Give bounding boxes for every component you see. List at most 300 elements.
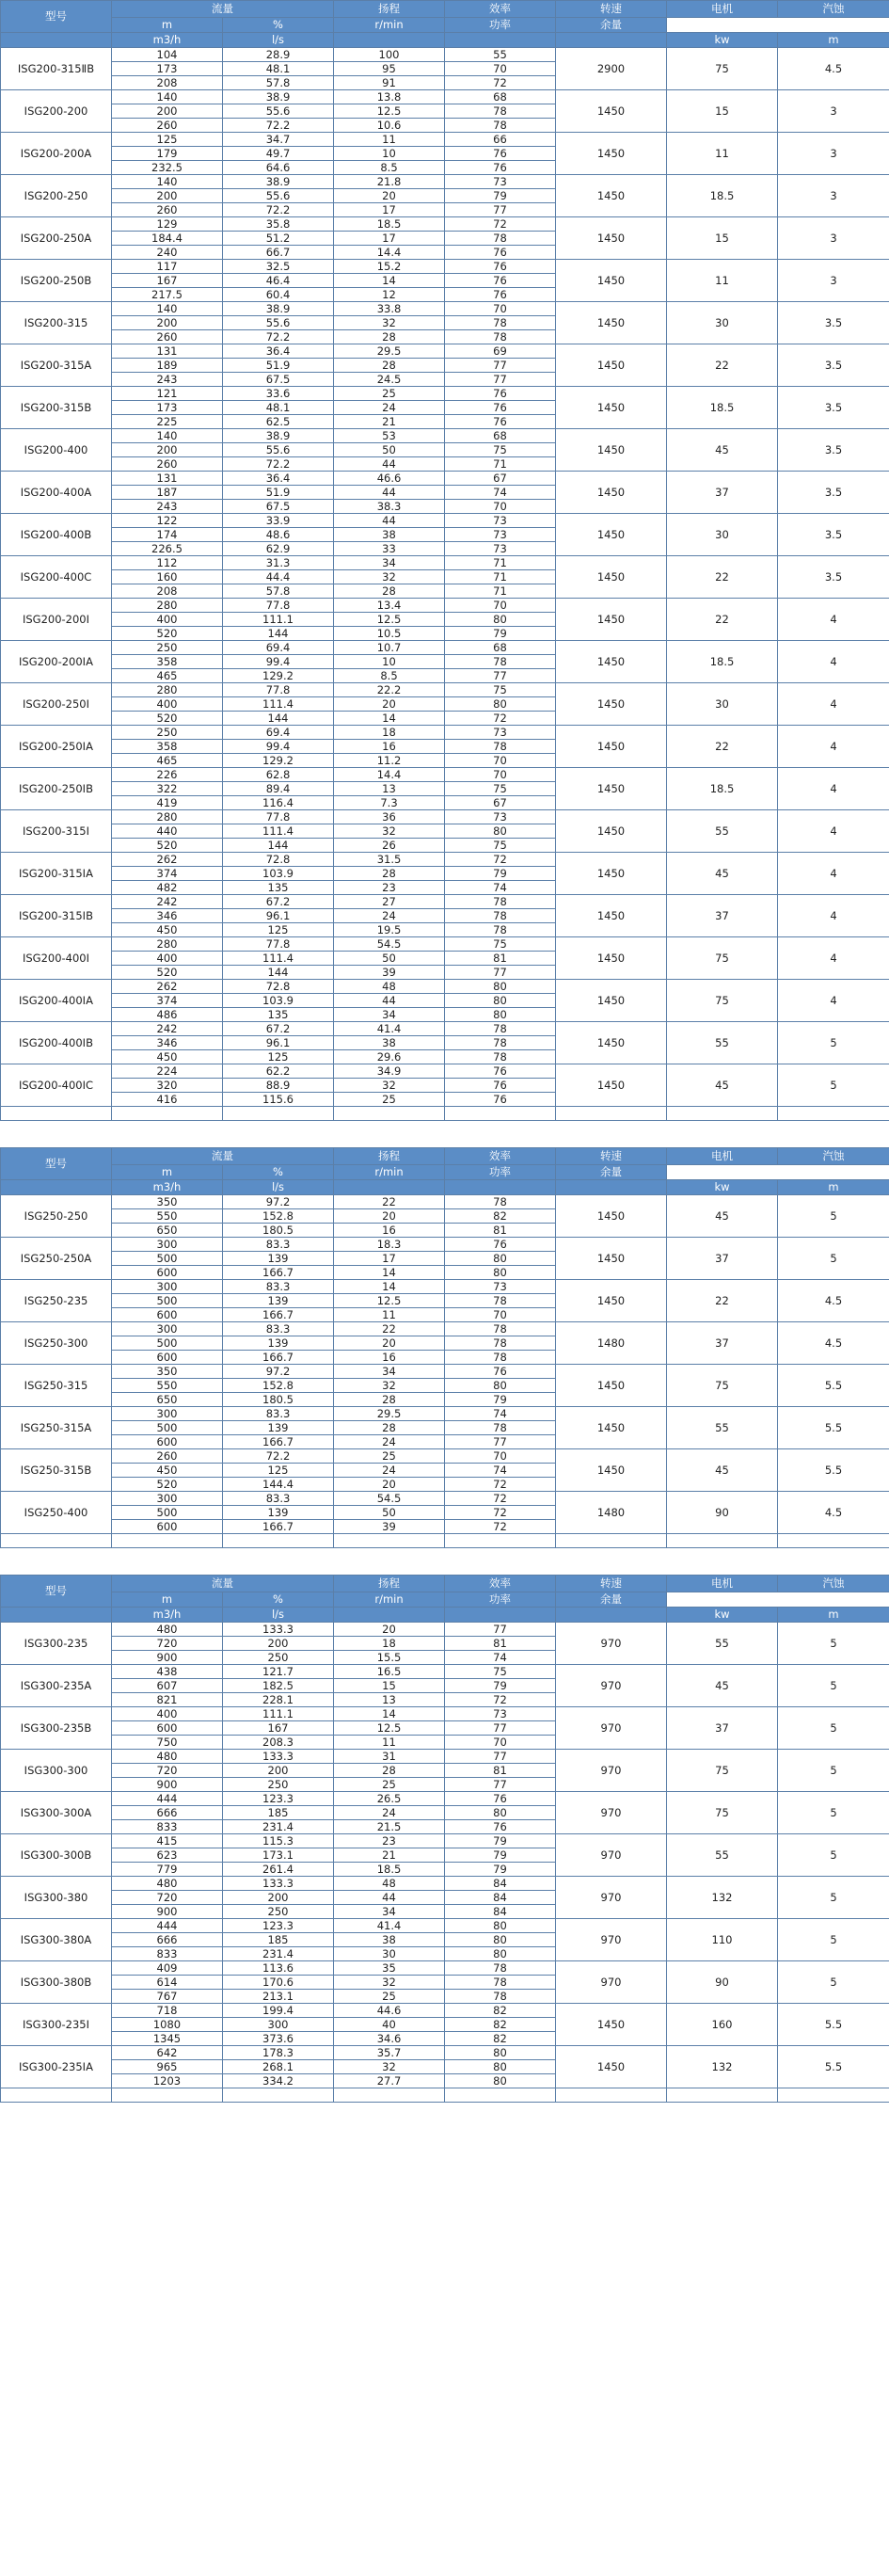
head-cell: 10.6: [334, 119, 445, 133]
table-body: [1, 1195, 889, 1548]
empty-cell: [445, 1534, 556, 1548]
table-row: [1, 980, 889, 994]
table-row: [1, 1919, 889, 1933]
flow-m3h-cell: 129: [112, 217, 223, 232]
header-speed: 转速: [556, 1148, 667, 1165]
model-cell: ISG200-315ⅠA: [1, 853, 112, 895]
efficiency-cell: 74: [445, 486, 556, 500]
head-cell: 12.5: [334, 1294, 445, 1308]
flow-ls-cell: 231.4: [223, 1947, 334, 1961]
speed-cell: 1450: [556, 514, 667, 556]
head-cell: 34: [334, 1905, 445, 1919]
head-cell: 41.4: [334, 1022, 445, 1036]
flow-ls-cell: 33.9: [223, 514, 334, 528]
efficiency-cell: 78: [445, 1976, 556, 1990]
speed-cell: 970: [556, 1834, 667, 1877]
speed-cell: 1450: [556, 599, 667, 641]
power-cell: 45: [667, 1665, 778, 1707]
flow-ls-cell: 99.4: [223, 655, 334, 669]
flow-m3h-cell: 650: [112, 1393, 223, 1407]
head-cell: 13.4: [334, 599, 445, 613]
model-cell: ISG200-250ⅠB: [1, 768, 112, 810]
efficiency-cell: 78: [445, 1322, 556, 1336]
head-cell: 25: [334, 1778, 445, 1792]
flow-m3h-cell: 350: [112, 1365, 223, 1379]
head-cell: 34: [334, 1365, 445, 1379]
efficiency-cell: 80: [445, 1919, 556, 1933]
efficiency-cell: 80: [445, 2060, 556, 2074]
empty-cell: [667, 1534, 778, 1548]
head-cell: 14: [334, 1707, 445, 1721]
flow-m3h-cell: 833: [112, 1947, 223, 1961]
header-flow-m3h: m3/h: [112, 1608, 223, 1623]
flow-m3h-cell: 260: [112, 457, 223, 472]
flow-m3h-cell: 346: [112, 1036, 223, 1050]
flow-m3h-cell: 419: [112, 796, 223, 810]
head-cell: 16.5: [334, 1665, 445, 1679]
flow-ls-cell: 182.5: [223, 1679, 334, 1693]
empty-cell: [667, 2088, 778, 2103]
efficiency-cell: 79: [445, 189, 556, 203]
power-cell: 22: [667, 1280, 778, 1322]
flow-m3h-cell: 140: [112, 90, 223, 104]
efficiency-cell: 84: [445, 1877, 556, 1891]
npsh-cell: 4: [778, 937, 889, 980]
header-speed: 转速: [556, 1, 667, 18]
table-end-row: [1, 1534, 889, 1548]
flow-m3h-cell: 322: [112, 782, 223, 796]
head-cell: 24: [334, 1464, 445, 1478]
efficiency-cell: 76: [445, 274, 556, 288]
efficiency-cell: 76: [445, 1365, 556, 1379]
head-cell: 38: [334, 1036, 445, 1050]
flow-m3h-cell: 140: [112, 175, 223, 189]
table-row: [1, 1750, 889, 1764]
flow-ls-cell: 200: [223, 1891, 334, 1905]
efficiency-cell: 74: [445, 1407, 556, 1421]
head-cell: 16: [334, 740, 445, 754]
header-motor-power: 功率: [445, 1592, 556, 1608]
header-npsh-unit: m: [778, 33, 889, 48]
efficiency-cell: 80: [445, 1947, 556, 1961]
head-cell: 15.2: [334, 260, 445, 274]
flow-ls-cell: 261.4: [223, 1863, 334, 1877]
head-cell: 44: [334, 994, 445, 1008]
efficiency-cell: 78: [445, 119, 556, 133]
table-isg300: [0, 1575, 889, 2103]
table-row: [1, 175, 889, 189]
header-npsh-label: 汽蚀: [778, 1, 889, 18]
efficiency-cell: 72: [445, 1478, 556, 1492]
flow-ls-cell: 51.9: [223, 486, 334, 500]
efficiency-cell: 76: [445, 1820, 556, 1834]
flow-ls-cell: 334.2: [223, 2074, 334, 2088]
header-motor-label: 电机: [667, 1148, 778, 1165]
flow-ls-cell: 228.1: [223, 1693, 334, 1707]
power-cell: 45: [667, 429, 778, 472]
power-cell: 90: [667, 1492, 778, 1534]
head-cell: 13: [334, 1693, 445, 1707]
flow-m3h-cell: 767: [112, 1990, 223, 2004]
flow-ls-cell: 129.2: [223, 669, 334, 683]
head-cell: 36: [334, 810, 445, 824]
npsh-cell: 3: [778, 90, 889, 133]
speed-cell: 1450: [556, 1365, 667, 1407]
flow-m3h-cell: 416: [112, 1093, 223, 1107]
flow-ls-cell: 200: [223, 1637, 334, 1651]
flow-ls-cell: 36.4: [223, 472, 334, 486]
efficiency-cell: 67: [445, 796, 556, 810]
power-cell: 75: [667, 1365, 778, 1407]
flow-m3h-cell: 750: [112, 1736, 223, 1750]
flow-m3h-cell: 122: [112, 514, 223, 528]
efficiency-cell: 80: [445, 1933, 556, 1947]
head-cell: 24.5: [334, 373, 445, 387]
speed-cell: 1450: [556, 1195, 667, 1238]
flow-m3h-cell: 226.5: [112, 542, 223, 556]
efficiency-cell: 79: [445, 1393, 556, 1407]
head-cell: 10: [334, 655, 445, 669]
header-motor-unit: kw: [667, 33, 778, 48]
speed-cell: 1450: [556, 1238, 667, 1280]
efficiency-cell: 80: [445, 613, 556, 627]
flow-m3h-cell: 520: [112, 712, 223, 726]
flow-m3h-cell: 240: [112, 246, 223, 260]
header-npsh-remaining: 余量: [556, 1592, 667, 1608]
flow-m3h-cell: 500: [112, 1421, 223, 1435]
flow-m3h-cell: 821: [112, 1693, 223, 1707]
flow-ls-cell: 113.6: [223, 1961, 334, 1976]
head-cell: 14: [334, 1266, 445, 1280]
header-blank: [334, 33, 445, 48]
power-cell: 30: [667, 514, 778, 556]
flow-ls-cell: 88.9: [223, 1079, 334, 1093]
npsh-cell: 4: [778, 853, 889, 895]
flow-ls-cell: 60.4: [223, 288, 334, 302]
flow-ls-cell: 167: [223, 1721, 334, 1736]
efficiency-cell: 70: [445, 1736, 556, 1750]
npsh-cell: 5: [778, 1022, 889, 1064]
header-model: 型号: [1, 1148, 112, 1180]
power-cell: 75: [667, 48, 778, 90]
head-cell: 23: [334, 1834, 445, 1848]
power-cell: 37: [667, 1322, 778, 1365]
table-end-row: [1, 2088, 889, 2103]
flow-ls-cell: 62.8: [223, 768, 334, 782]
table-row: [1, 726, 889, 740]
head-cell: 22: [334, 1195, 445, 1209]
flow-ls-cell: 152.8: [223, 1209, 334, 1224]
speed-cell: 970: [556, 1877, 667, 1919]
flow-ls-cell: 166.7: [223, 1266, 334, 1280]
speed-cell: 2900: [556, 48, 667, 90]
head-cell: 10.5: [334, 627, 445, 641]
head-cell: 12: [334, 288, 445, 302]
flow-m3h-cell: 300: [112, 1238, 223, 1252]
header-npsh-label: 汽蚀: [778, 1148, 889, 1165]
flow-ls-cell: 123.3: [223, 1919, 334, 1933]
flow-m3h-cell: 440: [112, 824, 223, 839]
power-cell: 55: [667, 810, 778, 853]
head-cell: 18.5: [334, 217, 445, 232]
efficiency-cell: 79: [445, 1848, 556, 1863]
power-cell: 45: [667, 1449, 778, 1492]
flow-m3h-cell: 225: [112, 415, 223, 429]
efficiency-cell: 73: [445, 1280, 556, 1294]
flow-ls-cell: 33.6: [223, 387, 334, 401]
header-blank: [556, 1608, 667, 1623]
speed-cell: 970: [556, 1792, 667, 1834]
efficiency-cell: 68: [445, 90, 556, 104]
flow-m3h-cell: 300: [112, 1492, 223, 1506]
table-row: [1, 1064, 889, 1079]
flow-ls-cell: 77.8: [223, 937, 334, 952]
head-cell: 14: [334, 274, 445, 288]
table-body: [1, 48, 889, 1121]
power-cell: 110: [667, 1919, 778, 1961]
header-npsh-unit: m: [778, 1608, 889, 1623]
efficiency-cell: 77: [445, 1435, 556, 1449]
header-head: 扬程: [334, 1576, 445, 1592]
efficiency-cell: 75: [445, 937, 556, 952]
flow-ls-cell: 57.8: [223, 76, 334, 90]
efficiency-cell: 78: [445, 923, 556, 937]
model-cell: ISG250-315A: [1, 1407, 112, 1449]
flow-m3h-cell: 262: [112, 853, 223, 867]
flow-ls-cell: 38.9: [223, 90, 334, 104]
flow-ls-cell: 135: [223, 881, 334, 895]
speed-cell: 1450: [556, 768, 667, 810]
flow-m3h-cell: 243: [112, 373, 223, 387]
head-cell: 21.5: [334, 1820, 445, 1834]
flow-ls-cell: 213.1: [223, 1990, 334, 2004]
model-cell: ISG200-200ⅠA: [1, 641, 112, 683]
head-cell: 33.8: [334, 302, 445, 316]
power-cell: 22: [667, 344, 778, 387]
head-cell: 25: [334, 1990, 445, 2004]
head-cell: 14: [334, 712, 445, 726]
table-row: [1, 937, 889, 952]
header-motor-unit: kw: [667, 1180, 778, 1195]
power-cell: 11: [667, 133, 778, 175]
efficiency-cell: 75: [445, 443, 556, 457]
flow-m3h-cell: 500: [112, 1336, 223, 1351]
head-cell: 24: [334, 1435, 445, 1449]
efficiency-cell: 76: [445, 415, 556, 429]
model-cell: ISG250-315: [1, 1365, 112, 1407]
head-cell: 50: [334, 952, 445, 966]
efficiency-cell: 74: [445, 881, 556, 895]
table-row: [1, 810, 889, 824]
npsh-cell: 3: [778, 260, 889, 302]
efficiency-cell: 78: [445, 909, 556, 923]
flow-m3h-cell: 358: [112, 740, 223, 754]
power-cell: 75: [667, 1792, 778, 1834]
table-row: [1, 1238, 889, 1252]
efficiency-cell: 81: [445, 1637, 556, 1651]
flow-ls-cell: 66.7: [223, 246, 334, 260]
table-isg250: [0, 1147, 889, 1548]
model-cell: ISG200-315B: [1, 387, 112, 429]
header-motor-label: 电机: [667, 1, 778, 18]
flow-m3h-cell: 779: [112, 1863, 223, 1877]
flow-m3h-cell: 650: [112, 1224, 223, 1238]
flow-ls-cell: 49.7: [223, 147, 334, 161]
efficiency-cell: 80: [445, 1008, 556, 1022]
power-cell: 22: [667, 726, 778, 768]
power-cell: 37: [667, 1238, 778, 1280]
model-cell: ISG300-235: [1, 1623, 112, 1665]
table-row: [1, 1195, 889, 1209]
head-cell: 21: [334, 1848, 445, 1863]
head-cell: 38: [334, 528, 445, 542]
head-cell: 20: [334, 1209, 445, 1224]
power-cell: 45: [667, 853, 778, 895]
head-cell: 28: [334, 1764, 445, 1778]
flow-m3h-cell: 720: [112, 1891, 223, 1905]
power-cell: 90: [667, 1961, 778, 2004]
flow-m3h-cell: 833: [112, 1820, 223, 1834]
efficiency-cell: 77: [445, 373, 556, 387]
power-cell: 37: [667, 472, 778, 514]
head-cell: 12.5: [334, 1721, 445, 1736]
flow-m3h-cell: 208: [112, 584, 223, 599]
header-speed-unit: r/min: [334, 18, 445, 33]
efficiency-cell: 70: [445, 768, 556, 782]
flow-m3h-cell: 480: [112, 1877, 223, 1891]
flow-m3h-cell: 300: [112, 1322, 223, 1336]
npsh-cell: 3: [778, 133, 889, 175]
efficiency-cell: 77: [445, 1750, 556, 1764]
speed-cell: 1450: [556, 387, 667, 429]
head-cell: 54.5: [334, 937, 445, 952]
efficiency-cell: 70: [445, 599, 556, 613]
npsh-cell: 4: [778, 810, 889, 853]
head-cell: 20: [334, 1336, 445, 1351]
table-row: [1, 895, 889, 909]
efficiency-cell: 78: [445, 1195, 556, 1209]
flow-ls-cell: 103.9: [223, 994, 334, 1008]
flow-ls-cell: 55.6: [223, 189, 334, 203]
flow-m3h-cell: 720: [112, 1764, 223, 1778]
efficiency-cell: 79: [445, 1834, 556, 1848]
flow-ls-cell: 38.9: [223, 429, 334, 443]
flow-m3h-cell: 482: [112, 881, 223, 895]
npsh-cell: 4: [778, 641, 889, 683]
flow-m3h-cell: 600: [112, 1351, 223, 1365]
power-cell: 132: [667, 2046, 778, 2088]
flow-m3h-cell: 374: [112, 867, 223, 881]
table-row: [1, 1322, 889, 1336]
table-row: [1, 1492, 889, 1506]
power-cell: 55: [667, 1623, 778, 1665]
table-row: [1, 599, 889, 613]
npsh-cell: 4: [778, 683, 889, 726]
head-cell: 16: [334, 1351, 445, 1365]
flow-ls-cell: 55.6: [223, 316, 334, 330]
head-cell: 25: [334, 387, 445, 401]
efficiency-cell: 76: [445, 387, 556, 401]
table-row: [1, 1961, 889, 1976]
flow-ls-cell: 89.4: [223, 782, 334, 796]
efficiency-cell: 74: [445, 1464, 556, 1478]
table-row: [1, 133, 889, 147]
flow-ls-cell: 199.4: [223, 2004, 334, 2018]
efficiency-cell: 76: [445, 1064, 556, 1079]
power-cell: 22: [667, 556, 778, 599]
efficiency-cell: 76: [445, 1093, 556, 1107]
speed-cell: 1450: [556, 133, 667, 175]
flow-ls-cell: 144: [223, 627, 334, 641]
table-body: [1, 1623, 889, 2103]
efficiency-cell: 80: [445, 980, 556, 994]
flow-m3h-cell: 550: [112, 1379, 223, 1393]
head-cell: 32: [334, 1079, 445, 1093]
efficiency-cell: 81: [445, 952, 556, 966]
flow-ls-cell: 180.5: [223, 1393, 334, 1407]
header-npsh-label: 汽蚀: [778, 1576, 889, 1592]
head-cell: 38: [334, 1933, 445, 1947]
header-motor-label: 电机: [667, 1576, 778, 1592]
head-cell: 17: [334, 203, 445, 217]
head-cell: 95: [334, 62, 445, 76]
table-spacer: [0, 1121, 889, 1147]
npsh-cell: 4: [778, 768, 889, 810]
flow-ls-cell: 139: [223, 1421, 334, 1435]
flow-ls-cell: 77.8: [223, 810, 334, 824]
flow-ls-cell: 72.2: [223, 457, 334, 472]
flow-ls-cell: 35.8: [223, 217, 334, 232]
efficiency-cell: 80: [445, 2046, 556, 2060]
npsh-cell: 4: [778, 599, 889, 641]
power-cell: 18.5: [667, 768, 778, 810]
model-cell: ISG200-250ⅠA: [1, 726, 112, 768]
flow-ls-cell: 178.3: [223, 2046, 334, 2060]
flow-m3h-cell: 200: [112, 189, 223, 203]
flow-ls-cell: 83.3: [223, 1407, 334, 1421]
flow-ls-cell: 111.4: [223, 697, 334, 712]
header-blank: [445, 33, 556, 48]
empty-cell: [667, 1107, 778, 1121]
efficiency-cell: 75: [445, 782, 556, 796]
table-end-row: [1, 1107, 889, 1121]
head-cell: 20: [334, 697, 445, 712]
header-head: 扬程: [334, 1148, 445, 1165]
table-row: [1, 90, 889, 104]
head-cell: 44: [334, 486, 445, 500]
speed-cell: 1480: [556, 1322, 667, 1365]
flow-ls-cell: 152.8: [223, 1379, 334, 1393]
flow-m3h-cell: 280: [112, 937, 223, 952]
flow-ls-cell: 97.2: [223, 1365, 334, 1379]
flow-m3h-cell: 224: [112, 1064, 223, 1079]
efficiency-cell: 80: [445, 2074, 556, 2088]
efficiency-cell: 75: [445, 1665, 556, 1679]
efficiency-cell: 78: [445, 1022, 556, 1036]
flow-m3h-cell: 200: [112, 316, 223, 330]
speed-cell: 1450: [556, 302, 667, 344]
head-cell: 25: [334, 1449, 445, 1464]
flow-ls-cell: 166.7: [223, 1308, 334, 1322]
head-cell: 33: [334, 542, 445, 556]
head-cell: 53: [334, 429, 445, 443]
flow-m3h-cell: 167: [112, 274, 223, 288]
flow-ls-cell: 185: [223, 1933, 334, 1947]
power-cell: 45: [667, 1064, 778, 1107]
head-cell: 15.5: [334, 1651, 445, 1665]
flow-ls-cell: 231.4: [223, 1820, 334, 1834]
efficiency-cell: 73: [445, 726, 556, 740]
